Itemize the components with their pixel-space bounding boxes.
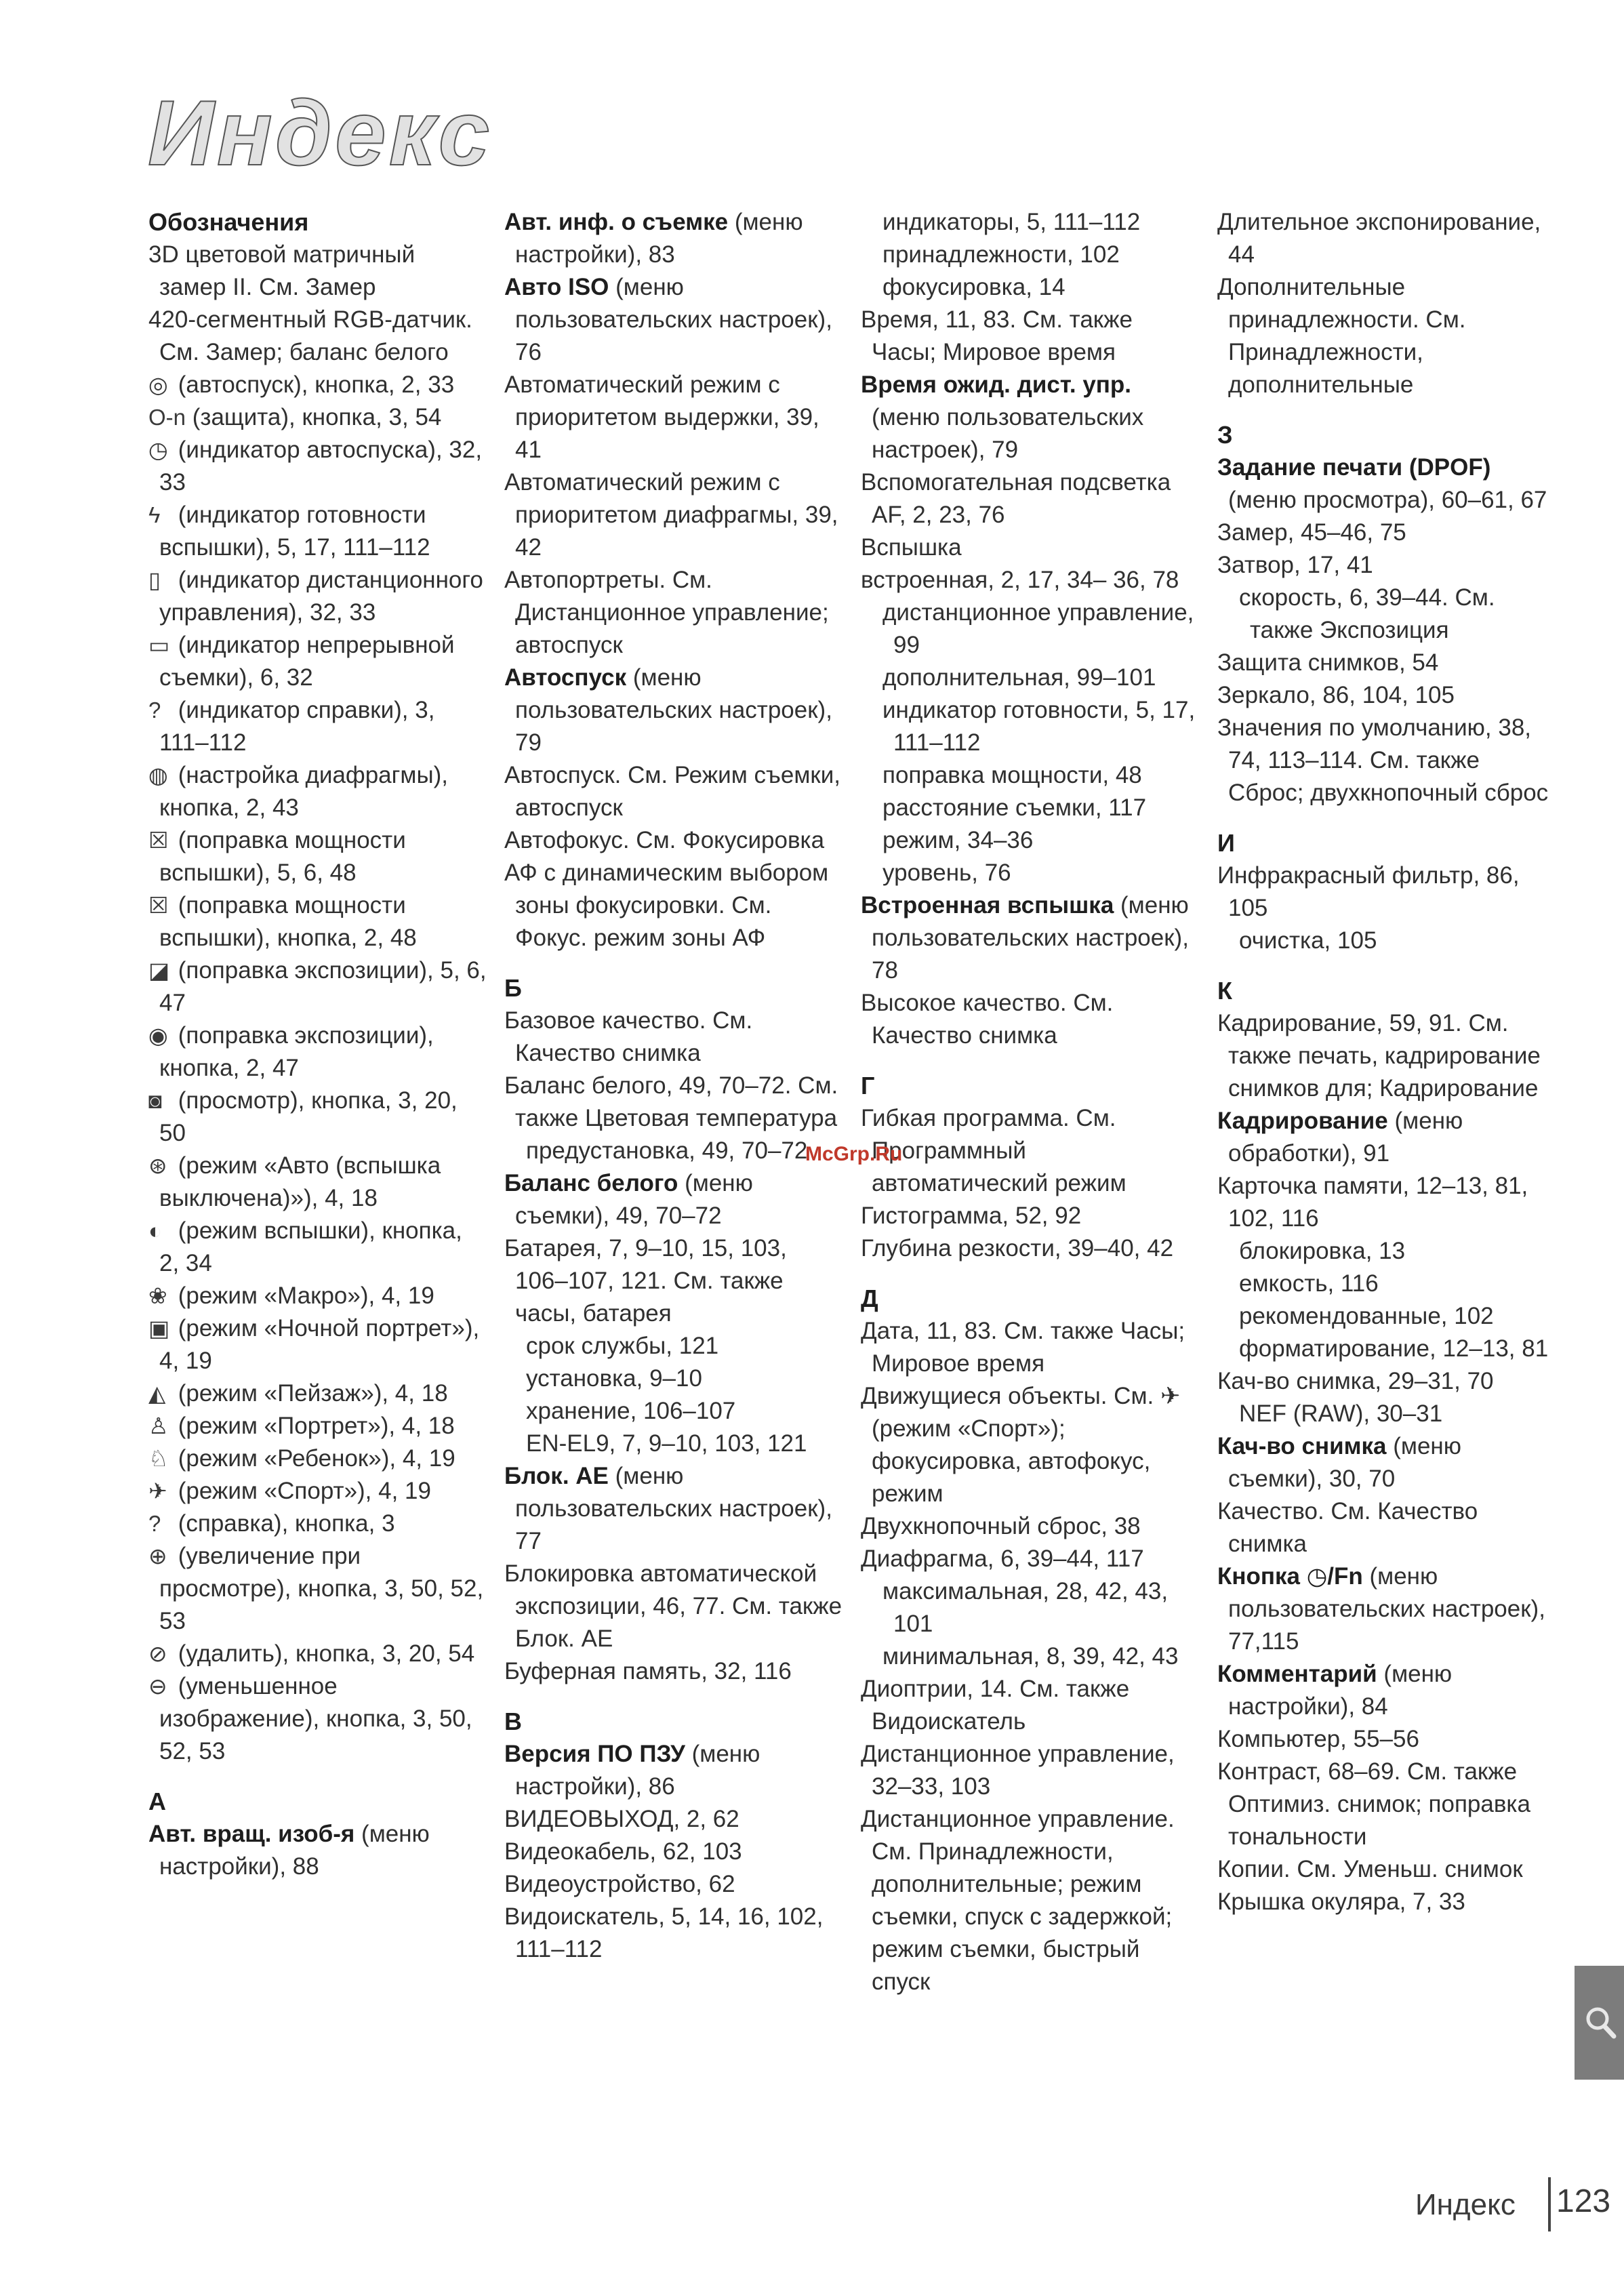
index-entry: [861, 1543, 1200, 1575]
index-entry: [861, 1232, 1200, 1265]
symbol-icon: ◙: [148, 1088, 162, 1113]
entry-text: Дистанционное управление. См. Принадлежности, дополнительные; режим съемки, спуск с задержкой; режим съемки, быстрый спуск: [861, 1806, 1175, 1995]
index-entry: [504, 1558, 843, 1655]
index-entry: [504, 1803, 843, 1836]
entry-text: Видеокабель, 62, 103: [504, 1838, 742, 1865]
index-entry: [861, 564, 1200, 597]
index-entry: [504, 271, 843, 369]
index-letter-heading: В: [504, 1708, 522, 1735]
symbol-icon: ◍: [148, 763, 168, 788]
index-entry: [148, 1150, 487, 1215]
index-entry: [504, 824, 843, 857]
index-entry: [148, 304, 487, 369]
entry-text: рекомендованные, 102: [1239, 1303, 1494, 1329]
entry-text: принадлежности, 102: [882, 241, 1120, 268]
entry-text: Блокировка автоматической экспозиции, 46, 77. См. также Блок. AE: [504, 1560, 843, 1652]
entry-text: (режим «Портрет»), 4, 18: [178, 1413, 455, 1439]
index-entry: [148, 694, 487, 759]
index-entry: [148, 824, 487, 889]
entry-text: форматирование, 12–13, 81: [1239, 1335, 1549, 1362]
index-entry: [504, 1836, 843, 1868]
entry-text: АФ с динамическим выбором зоны фокусировки. См. Фокус. режим зоны АФ: [504, 860, 829, 951]
index-entry: [148, 1442, 487, 1475]
index-entry: [1217, 517, 1556, 549]
entry-text: (режим «Макро»), 4, 19: [178, 1282, 434, 1309]
entry-text: (меню обработки), 91: [1228, 1108, 1463, 1167]
index-subentry: [1217, 1333, 1556, 1365]
entry-text: Длительное экспонирование, 44: [1217, 209, 1541, 268]
entry-text: (меню пользовательских настроек), 79: [515, 664, 832, 756]
entry-text: (меню пользовательских настроек), 77,115: [1228, 1563, 1545, 1655]
index-entry: [504, 1868, 843, 1901]
index-subentry: [861, 271, 1200, 304]
entry-text: (меню просмотра), 60–61, 67: [1228, 487, 1547, 513]
index-entry: [148, 1670, 487, 1768]
index-entry: [861, 531, 1200, 564]
entry-text: Дополнительные принадлежности. См. Принадлежности, дополнительные: [1217, 274, 1466, 398]
entry-text: хранение, 106–107: [526, 1398, 736, 1424]
symbol-icon: ♙: [148, 1413, 169, 1438]
menu-item-name: Кнопка ◷/Fn: [1217, 1563, 1363, 1590]
index-entry: [148, 759, 487, 824]
entry-text: (поправка экспозиции), 5, 6, 47: [159, 957, 487, 1016]
index-subentry: [861, 206, 1200, 239]
entry-text: 420-сегментный RGB-датчик. См. Замер; баланс белого: [148, 306, 472, 365]
watermark: McGrp.Ru: [805, 1143, 903, 1165]
entry-text: (индикатор непрерывной съемки), 6, 32: [159, 632, 455, 691]
entry-text: Замер, 45–46, 75: [1217, 519, 1406, 546]
symbol-icon: ▭: [148, 632, 170, 658]
index-entry: [1217, 647, 1556, 679]
symbol-icon: ◐: [148, 1218, 162, 1243]
entry-text: Контраст, 68–69. См. также Оптимиз. снимок; поправка тональности: [1217, 1758, 1530, 1850]
index-entry: [861, 1380, 1200, 1510]
entry-text: ВИДЕОВЫХОД, 2, 62: [504, 1806, 739, 1832]
menu-item-name: Задание печати (DPOF): [1217, 454, 1491, 481]
index-subentry: [1217, 1398, 1556, 1430]
index-entry: [1217, 712, 1556, 809]
symbol-icon: ?: [148, 698, 161, 723]
entry-text: емкость, 116: [1239, 1270, 1379, 1297]
symbol-icon: ☒: [148, 893, 169, 918]
index-entry: [148, 369, 487, 401]
page-title: Индекс: [148, 81, 493, 184]
entry-text: расстояние съемки, 117: [882, 794, 1147, 821]
index-entry: [861, 1200, 1200, 1232]
menu-item-name: Авт. инф. о съемке: [504, 209, 729, 235]
entry-text: Движущиеся объекты. См. ✈ (режим «Спорт»); фокусировка, автофокус, режим: [861, 1383, 1181, 1507]
menu-item-name: Версия ПО ПЗУ: [504, 1741, 685, 1767]
index-subentry: [861, 239, 1200, 271]
entry-text: очистка, 105: [1239, 927, 1377, 954]
index-entry: [861, 1673, 1200, 1738]
symbol-icon: ◷: [148, 437, 168, 462]
entry-text: (автоспуск), кнопка, 2, 33: [178, 371, 455, 398]
index-entry: [148, 889, 487, 954]
entry-text: NEF (RAW), 30–31: [1239, 1400, 1443, 1427]
index-subentry: [1217, 1268, 1556, 1300]
menu-item-name: Баланс белого: [504, 1170, 678, 1196]
entry-text: скорость, 6, 39–44. См. также Экспозиция: [1239, 584, 1495, 643]
index-entry: [1217, 271, 1556, 401]
entry-text: (индикатор автоспуска), 32, 33: [159, 437, 483, 496]
index-subentry: [861, 597, 1200, 662]
menu-item-name: Кадрирование: [1217, 1108, 1388, 1134]
entry-text: Автоспуск. См. Режим съемки, автоспуск: [504, 762, 840, 821]
entry-text: (меню настройки), 88: [159, 1821, 430, 1880]
entry-text: (увеличение при просмотре), кнопка, 3, 50, 52, 53: [159, 1543, 484, 1634]
entry-text: Время, 11, 83. См. также Часы; Мировое время: [861, 306, 1133, 365]
index-entry: [1217, 1105, 1556, 1170]
entry-text: (меню съемки), 49, 70–72: [515, 1170, 753, 1229]
entry-text: (режим вспышки), кнопка, 2, 34: [159, 1217, 462, 1276]
index-entry: [1217, 1007, 1556, 1105]
index-entry: [1217, 1886, 1556, 1918]
entry-text: (режим «Ночной портрет»), 4, 19: [159, 1315, 480, 1374]
entry-text: (меню настройки), 83: [515, 209, 803, 268]
entry-text: Кач-во снимка, 29–31, 70: [1217, 1368, 1494, 1394]
index-entry: [1217, 549, 1556, 582]
entry-text: Глубина резкости, 39–40, 42: [861, 1235, 1174, 1261]
index-subentry: [861, 824, 1200, 857]
entry-text: (меню пользовательских настроек), 78: [872, 892, 1189, 984]
entry-text: Копии. См. Уменьш. снимок: [1217, 1856, 1523, 1882]
index-entry: [504, 1460, 843, 1558]
entry-text: (настройка диафрагмы), кнопка, 2, 43: [159, 762, 448, 821]
index-subentry: [861, 792, 1200, 824]
entry-text: (режим «Авто (вспышка выключена)»), 4, 18: [159, 1152, 441, 1211]
entry-text: поправка мощности, 48: [882, 762, 1142, 788]
index-column-4: [1217, 206, 1556, 1918]
entry-text: Баланс белого, 49, 70–72. См. также Цветовая температура: [504, 1072, 838, 1131]
index-entry: [861, 1510, 1200, 1543]
entry-text: Высокое качество. См. Качество снимка: [861, 990, 1114, 1049]
entry-text: (меню пользовательских настроек), 79: [872, 404, 1144, 463]
index-subentry: [1217, 582, 1556, 647]
symbol-icon: ⊖: [148, 1674, 167, 1699]
index-entry: [148, 1540, 487, 1638]
index-entry: [1217, 1723, 1556, 1756]
index-entry: [1217, 860, 1556, 925]
entry-text: Гибкая программа. См. Программный автоматический режим: [861, 1105, 1126, 1196]
index-entry: [148, 239, 487, 304]
entry-text: (режим «Ребенок»), 4, 19: [178, 1445, 455, 1472]
menu-item-name: Авто ISO: [504, 274, 609, 300]
entry-text: индикаторы, 5, 111–112: [882, 209, 1141, 235]
entry-text: (меню пользовательских настроек), 77: [515, 1463, 832, 1554]
index-entry: [1217, 679, 1556, 712]
symbol-icon: ◎: [148, 372, 168, 397]
symbol-icon: ?: [148, 1511, 161, 1536]
index-entry: [148, 954, 487, 1019]
index-subentry: [861, 857, 1200, 889]
entry-text: (режим «Пейзаж»), 4, 18: [178, 1380, 448, 1407]
entry-text: (индикатор готовности вспышки), 5, 17, 111–112: [159, 502, 430, 561]
entry-text: Автопортреты. См. Дистанционное управление; автоспуск: [504, 567, 829, 658]
entry-text: блокировка, 13: [1239, 1238, 1406, 1264]
index-entry: [148, 401, 487, 434]
index-letter-heading: А: [148, 1787, 166, 1815]
entry-text: Качество. См. Качество снимка: [1217, 1498, 1478, 1557]
entry-text: Двухкнопочный сброс, 38: [861, 1513, 1141, 1539]
symbol-icon: O-n: [148, 405, 186, 430]
entry-text: (защита), кнопка, 3, 54: [192, 404, 442, 430]
entry-text: Гистограмма, 52, 92: [861, 1203, 1082, 1229]
entry-text: Базовое качество. См. Качество снимка: [504, 1007, 753, 1066]
entry-text: Диоптрии, 14. См. также Видоискатель: [861, 1676, 1130, 1735]
menu-item-name: Кач-во снимка: [1217, 1433, 1387, 1459]
entry-text: Зеркало, 86, 104, 105: [1217, 682, 1455, 708]
index-entry: [148, 564, 487, 629]
entry-text: уровень, 76: [882, 860, 1011, 886]
entry-text: Кадрирование, 59, 91. См. также печать, кадрирование снимков для; Кадрирование: [1217, 1010, 1541, 1102]
symbol-icon: ♘: [148, 1446, 169, 1471]
entry-text: индикатор готовности, 5, 17, 111–112: [882, 697, 1196, 756]
entry-text: (поправка мощности вспышки), 5, 6, 48: [159, 827, 406, 886]
index-subentry: [861, 1575, 1200, 1640]
index-entry: [148, 1410, 487, 1442]
entry-text: (поправка экспозиции), кнопка, 2, 47: [159, 1022, 434, 1081]
index-entry: [504, 1167, 843, 1232]
entry-text: (удалить), кнопка, 3, 20, 54: [178, 1640, 475, 1667]
entry-text: Компьютер, 55–56: [1217, 1726, 1419, 1752]
index-entry: [861, 1738, 1200, 1803]
entry-text: 3D цветовой матричный замер II. См. Замер: [148, 241, 415, 300]
entry-text: Крышка окуляра, 7, 33: [1217, 1888, 1465, 1915]
index-entry: [148, 1019, 487, 1085]
index-entry: [148, 1508, 487, 1540]
entry-text: дистанционное управление, 99: [882, 599, 1194, 658]
index-subentry: [504, 1395, 843, 1428]
entry-text: Диафрагма, 6, 39–44, 117: [861, 1545, 1144, 1572]
entry-text: (индикатор справки), 3, 111–112: [159, 697, 435, 756]
symbol-icon: ϟ: [148, 502, 161, 527]
entry-text: Видоискатель, 5, 14, 16, 102, 111–112: [504, 1903, 824, 1962]
index-entry: [861, 466, 1200, 531]
menu-item-name: Автоспуск: [504, 664, 627, 691]
symbol-icon: ◪: [148, 958, 170, 983]
entry-text: Инфракрасный фильтр, 86, 105: [1217, 862, 1520, 921]
index-entry: [148, 1475, 487, 1508]
symbol-icon: ◉: [148, 1023, 168, 1048]
index-letter-heading: Обозначения: [148, 208, 309, 236]
menu-item-name: Авт. вращ. изоб-я: [148, 1821, 355, 1847]
entry-text: (меню настройки), 86: [515, 1741, 760, 1800]
entry-text: (меню пользовательских настроек), 76: [515, 274, 832, 365]
entry-text: Вспомогательная подсветка АF, 2, 23, 76: [861, 469, 1171, 528]
index-entry: [148, 1215, 487, 1280]
entry-text: Значения по умолчанию, 38, 74, 113–114. См. также Сброс; двухкнопочный сброс: [1217, 714, 1549, 806]
footer-section-label: Индекс: [1415, 2188, 1516, 2221]
symbol-icon: ◭: [148, 1381, 166, 1406]
index-entry: [861, 1803, 1200, 1998]
entry-text: дополнительная, 99–101: [882, 664, 1156, 691]
index-subentry: [861, 759, 1200, 792]
entry-text: установка, 9–10: [526, 1365, 702, 1392]
index-subentry: [504, 1135, 843, 1167]
index-entry: [504, 1232, 843, 1330]
entry-text: Автоматический режим с приоритетом диафрагмы, 39, 42: [504, 469, 838, 561]
index-entry: [1217, 1853, 1556, 1886]
entry-text: Дата, 11, 83. См. также Часы; Мировое время: [861, 1318, 1185, 1377]
entry-text: (просмотр), кнопка, 3, 20, 50: [159, 1087, 458, 1146]
index-entry: [1217, 1365, 1556, 1398]
menu-item-name: Встроенная вспышка: [861, 892, 1114, 918]
index-entry: [504, 1901, 843, 1966]
index-entry: [861, 1102, 1200, 1200]
entry-text: (меню настройки), 84: [1228, 1661, 1453, 1720]
index-entry: [1217, 451, 1556, 517]
index-column-1: [148, 206, 487, 1883]
index-entry: [504, 759, 843, 824]
entry-text: режим, 34–36: [882, 827, 1034, 853]
entry-text: Автофокус. См. Фокусировка: [504, 827, 825, 853]
index-entry: [148, 434, 487, 499]
entry-text: (режим «Спорт»), 4, 19: [178, 1478, 431, 1504]
index-subentry: [504, 1428, 843, 1460]
entry-text: Вспышка: [861, 534, 962, 561]
index-entry: [1217, 1430, 1556, 1495]
index-subentry: [504, 1362, 843, 1395]
index-column-2: [504, 206, 843, 1966]
index-entry: [861, 987, 1200, 1052]
index-subentry: [1217, 1300, 1556, 1333]
index-subentry: [861, 1640, 1200, 1673]
index-subentry: [861, 662, 1200, 694]
symbol-icon: ⊛: [148, 1153, 167, 1178]
index-entry: [504, 1655, 843, 1688]
entry-text: Видеоустройство, 62: [504, 1871, 735, 1897]
index-entry: [504, 466, 843, 564]
index-letter-heading: Г: [861, 1072, 875, 1099]
symbol-icon: ❀: [148, 1283, 167, 1308]
index-entry: [1217, 1560, 1556, 1658]
section-tab: [1575, 1966, 1624, 2080]
index-entry: [504, 206, 843, 271]
index-entry: [148, 1818, 487, 1883]
index-entry: [148, 629, 487, 694]
entry-text: Затвор, 17, 41: [1217, 552, 1373, 578]
index-entry: [1217, 206, 1556, 271]
index-letter-heading: Б: [504, 974, 522, 1002]
symbol-icon: ⊕: [148, 1543, 167, 1569]
index-entry: [861, 1315, 1200, 1380]
index-letter-heading: З: [1217, 421, 1233, 449]
index-subentry: [861, 694, 1200, 759]
menu-item-name: Время ожид. дист. упр.: [861, 371, 1132, 398]
entry-text: (справка), кнопка, 3: [178, 1510, 395, 1537]
index-entry: [504, 1738, 843, 1803]
index-entry: [504, 857, 843, 954]
entry-text: EN-EL9, 7, 9–10, 103, 121: [526, 1430, 807, 1457]
index-entry: [504, 1005, 843, 1070]
menu-item-name: Комментарий: [1217, 1661, 1377, 1687]
symbol-icon: ▣: [148, 1316, 170, 1341]
index-entry: [148, 499, 487, 564]
index-entry: [861, 369, 1200, 466]
symbol-icon: ⊘: [148, 1641, 167, 1666]
index-entry: [504, 564, 843, 662]
index-entry: [1217, 1756, 1556, 1853]
index-entry: [504, 1070, 843, 1135]
entry-text: (поправка мощности вспышки), кнопка, 2, 48: [159, 892, 417, 951]
index-entry: [148, 1280, 487, 1312]
index-entry: [861, 889, 1200, 987]
entry-text: срок службы, 121: [526, 1333, 719, 1359]
entry-text: (индикатор дистанционного управления), 32, 33: [159, 567, 483, 626]
page-number: 123: [1556, 2183, 1611, 2219]
symbol-icon: ▯: [148, 567, 161, 592]
index-letter-heading: К: [1217, 977, 1232, 1005]
index-subentry: [504, 1330, 843, 1362]
entry-text: Буферная память, 32, 116: [504, 1658, 792, 1684]
index-entry: [148, 1377, 487, 1410]
entry-text: фокусировка, 14: [882, 274, 1065, 300]
entry-text: встроенная, 2, 17, 34– 36, 78: [861, 567, 1179, 593]
index-entry: [504, 662, 843, 759]
entry-text: максимальная, 28, 42, 43, 101: [882, 1578, 1169, 1637]
index-entry: [861, 304, 1200, 369]
index-subentry: [1217, 1235, 1556, 1268]
magnifier-icon: [1584, 2005, 1617, 2040]
footer-divider: [1548, 2177, 1551, 2231]
index-entry: [148, 1085, 487, 1150]
index-entry: [504, 369, 843, 466]
symbol-icon: ✈: [148, 1478, 167, 1503]
entry-text: Автоматический режим с приоритетом выдержки, 39, 41: [504, 371, 819, 463]
entry-text: Карточка памяти, 12–13, 81, 102, 116: [1217, 1173, 1528, 1232]
entry-text: предустановка, 49, 70–72: [526, 1137, 808, 1164]
entry-text: (меню съемки), 30, 70: [1228, 1433, 1462, 1492]
entry-text: Батарея, 7, 9–10, 15, 103, 106–107, 121. См. также часы, батарея: [504, 1235, 787, 1327]
index-letter-heading: Д: [861, 1285, 878, 1312]
index-entry: [1217, 1495, 1556, 1560]
entry-text: Дистанционное управление, 32–33, 103: [861, 1741, 1175, 1800]
menu-item-name: Блок. AE: [504, 1463, 609, 1489]
index-entry: [1217, 1658, 1556, 1723]
index-entry: [148, 1312, 487, 1377]
index-column-3: [861, 206, 1200, 1998]
entry-text: (уменьшенное изображение), кнопка, 3, 50, 52, 53: [159, 1673, 472, 1764]
index-subentry: [1217, 925, 1556, 957]
symbol-icon: ☒: [148, 828, 169, 853]
index-entry: [148, 1638, 487, 1670]
index-letter-heading: И: [1217, 829, 1235, 857]
entry-text: Защита снимков, 54: [1217, 649, 1439, 676]
index-entry: [1217, 1170, 1556, 1235]
entry-text: минимальная, 8, 39, 42, 43: [882, 1643, 1179, 1670]
